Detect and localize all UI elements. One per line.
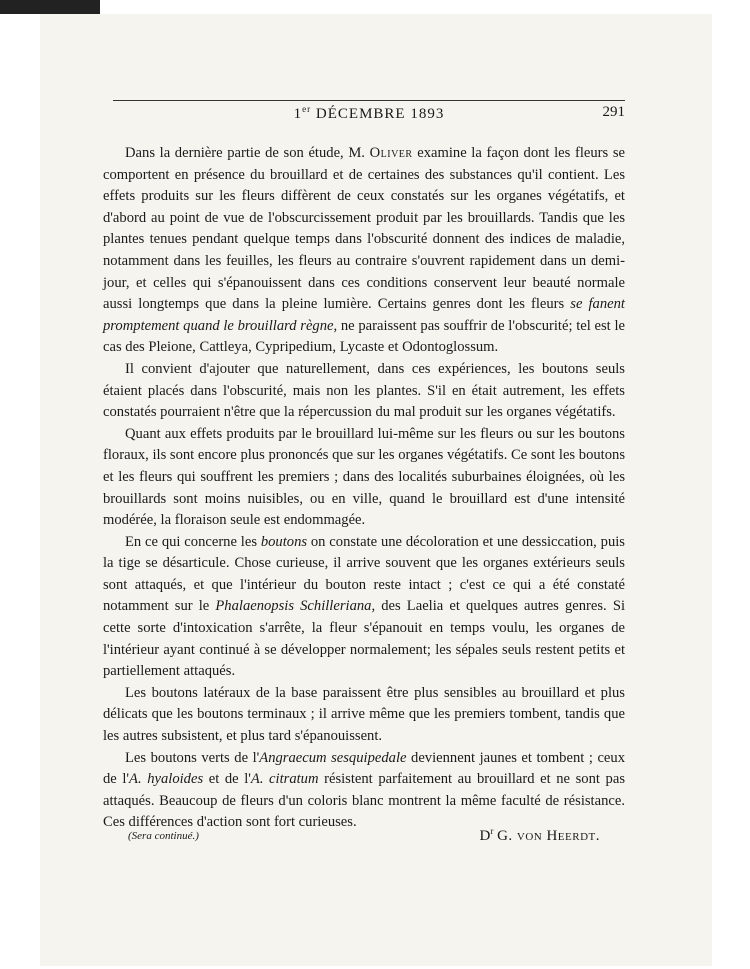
article-footer: [103, 826, 625, 848]
italic-text: A. hyaloides: [129, 771, 204, 788]
article-body: [103, 143, 625, 834]
text-run: deviennent jaunes et tombent ; ceux de l': [103, 749, 625, 788]
text-run: on constate une décoloration et une dessiccation, puis la tige se désarticule. Chose curieuse, il arrive souvent que les organes extérieurs seuls sont attaqués, et que l'intérieur du bouton reste intact ; c'est ce qui a été constaté notamment sur le: [103, 533, 625, 615]
text-run: En ce qui concerne les: [125, 533, 261, 550]
scan-edge-corner: [0, 0, 100, 14]
text-run: Les boutons latéraux de la base paraissent être plus sensibles au brouillard et plus délicats que les boutons terminaux ; il arrive même que les premiers tombent, tandis que les autres subsistent, et plus tard s'épanouissent.: [103, 684, 625, 745]
running-head: [113, 104, 625, 126]
paragraph: [103, 143, 625, 359]
paragraph: [103, 424, 625, 532]
issue-date: 1er DÉCEMBRE 1893: [293, 104, 445, 122]
page-number: 291: [602, 104, 625, 120]
text-run: et de l': [203, 771, 251, 788]
text-run: Dans la dernière partie de son étude, M.: [125, 145, 370, 161]
text-run: Quant aux effets produits par le brouillard lui-même sur les fleurs ou sur les boutons floraux, ils sont encore plus prononcés que sur les organes végétatifs. Ce sont les boutons et les fleurs qui souffrent les premiers ; dans des localités suburbaines éloignées, où les brouillards sont moins nuisibles, ou en ville, quand le brouillard est d'une intensité modérée, la floraison seule est endommagée.: [103, 425, 625, 529]
paragraph: [103, 748, 625, 834]
header-rule: [113, 100, 625, 101]
text-run: examine la façon dont les fleurs se comportent en présence du brouillard et de certaines des substances qu'il contient. Les effets produits sur les fleurs diffèrent de ceux constatés sur les organes végétatifs, et d'abord au point de vue de l'obscurcissement produit par les brouillards. Tandis que les plantes tenues pendant quelque temps dans l'obscurité donnent des indices de maladie, notamment dans les feuilles, les fleurs au contraire s'ouvrent rapidement dans un demi-jour, et celles qui s'épanouissent dans ces conditions conservent leur beauté normale aussi longtemps que dans la pleine lumière. Certains genres dont les fleurs: [103, 145, 625, 313]
italic-text: boutons: [260, 533, 308, 550]
text-run: Il convient d'ajouter que naturellement, dans ces expériences, les boutons seuls étaient placés dans l'obscurité, mais non les plantes. S'il en était autrement, les effets constatés pourraient n'être que la répercussion du mal produit sur les organes végétatifs.: [103, 360, 625, 421]
text-run: des Laelia et quelques autres genres. Si cette sorte d'intoxication s'arrête, la fleur s'épanouit en temps voulu, les organes de l'intérieur ayant continué à se développer normalement; les sépales seuls restent petits et partiellement attaqués.: [103, 598, 625, 680]
italic-text: se fanent promptement quand le brouillard règne,: [103, 296, 625, 334]
text-run: Les boutons verts de l': [125, 749, 260, 766]
continued-note: (Sera continué.): [128, 830, 199, 842]
italic-text: A. citratum: [250, 771, 319, 788]
text-run: ne paraissent pas souffrir de l'obscurité; tel est le cas des Pleione, Cattleya, Cypripedium, Lycaste et Odontoglossum.: [103, 317, 625, 356]
text-run: résistent parfaitement au brouillard et ne sont pas attaqués. Beaucoup de fleurs d'un coloris blanc montrent la même faculté de résistance. Ces différences d'action sont fort curieuses.: [103, 771, 625, 831]
paragraph: [103, 683, 625, 748]
paragraph: [103, 359, 625, 424]
name-small-caps: Oliver: [369, 145, 413, 161]
italic-text: Phalaenopsis Schilleriana,: [215, 598, 376, 615]
paragraph: [103, 532, 625, 683]
italic-text: Angraecum sesquipedale: [259, 749, 407, 766]
author-signature: $D^r$ G. von Heerdt.: [479, 826, 600, 844]
